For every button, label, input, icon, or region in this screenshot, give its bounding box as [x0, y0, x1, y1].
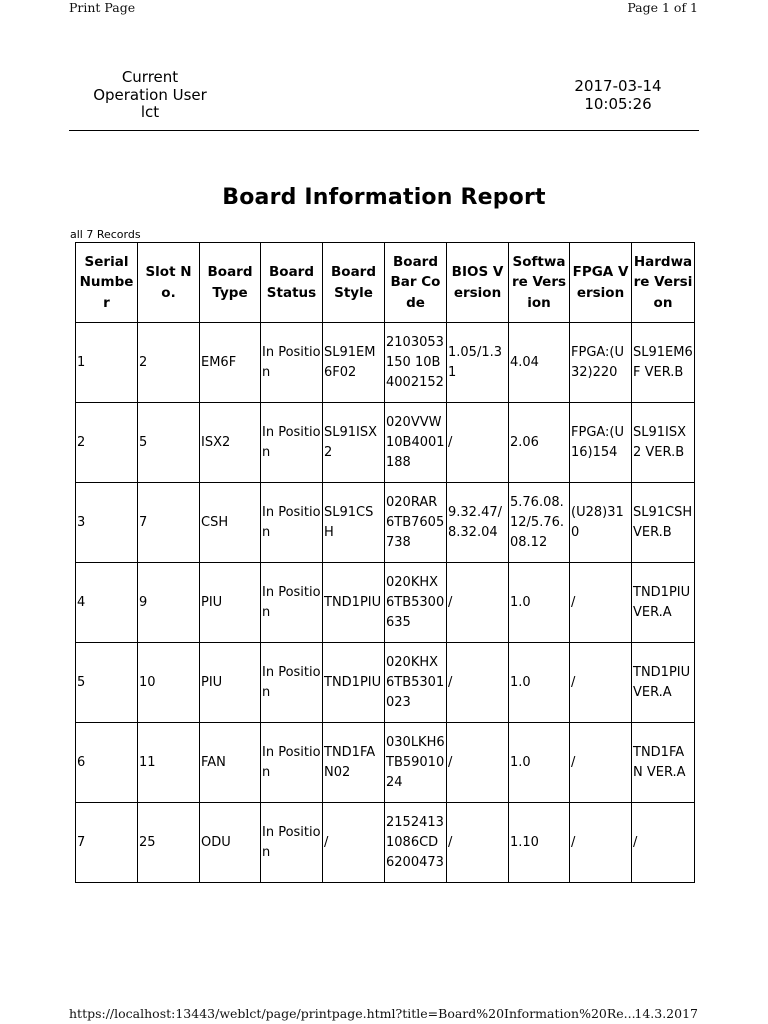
page-url: https://localhost:13443/weblct/page/printpage.html?title=Board%20Information%20Re...: [69, 1006, 636, 1021]
cell-board-type: FAN: [200, 723, 261, 803]
cell-bar-code: 020KHX6TB5301023: [385, 643, 447, 723]
cell-board-status: In Position: [261, 723, 323, 803]
cell-software-version: 1.10: [509, 803, 570, 883]
cell-slot-no: 10: [138, 643, 200, 723]
cell-fpga-version: /: [570, 563, 632, 643]
cell-bios-version: /: [447, 723, 509, 803]
col-software-version: Software Version: [509, 243, 570, 323]
cell-fpga-version: FPGA:(U16)154: [570, 403, 632, 483]
report-title: Board Information Report: [222, 185, 546, 210]
cell-serial-number: 4: [76, 563, 138, 643]
cell-serial-number: 5: [76, 643, 138, 723]
col-hardware-version: Hardware Version: [632, 243, 695, 323]
cell-bios-version: /: [447, 403, 509, 483]
cell-board-status: In Position: [261, 403, 323, 483]
cell-software-version: 2.06: [509, 403, 570, 483]
table-row: [76, 403, 695, 483]
operator-label-line2: Operation User: [93, 85, 207, 104]
cell-slot-no: 2: [138, 323, 200, 403]
operator-label-line1: Current: [121, 68, 179, 86]
cell-hardware-version: TND1PIU VER.A: [632, 563, 695, 643]
col-board-style: Board Style: [323, 243, 385, 323]
print-date: 14.3.2017: [634, 1006, 698, 1021]
cell-fpga-version: /: [570, 803, 632, 883]
print-page-label: Print Page: [69, 0, 136, 15]
record-count: all 7 Records: [70, 228, 141, 241]
cell-slot-no: 5: [138, 403, 200, 483]
cell-board-status: In Position: [261, 483, 323, 563]
col-serial-number: Serial Number: [76, 243, 138, 323]
cell-board-type: PIU: [200, 563, 261, 643]
cell-board-style: TND1PIU: [323, 643, 385, 723]
cell-board-style: /: [323, 803, 385, 883]
cell-bios-version: 9.32.47/8.32.04: [447, 483, 509, 563]
cell-fpga-version: (U28)310: [570, 483, 632, 563]
cell-bar-code: 030LKH6TB5901024: [385, 723, 447, 803]
cell-board-style: TND1FAN02: [323, 723, 385, 803]
table-header-row: [76, 243, 695, 323]
cell-bar-code: 020KHX6TB5300635: [385, 563, 447, 643]
cell-board-type: PIU: [200, 643, 261, 723]
table-row: [76, 323, 695, 403]
cell-board-type: CSH: [200, 483, 261, 563]
header-divider: [69, 130, 699, 131]
page-number: Page 1 of 1: [627, 0, 698, 15]
cell-board-type: EM6F: [200, 323, 261, 403]
cell-bios-version: /: [447, 803, 509, 883]
cell-slot-no: 11: [138, 723, 200, 803]
col-fpga-version: FPGA Version: [570, 243, 632, 323]
cell-serial-number: 7: [76, 803, 138, 883]
cell-bar-code: 21524131086CD6200473: [385, 803, 447, 883]
cell-software-version: 1.0: [509, 723, 570, 803]
cell-board-status: In Position: [261, 803, 323, 883]
table-row: [76, 563, 695, 643]
cell-fpga-version: /: [570, 723, 632, 803]
cell-board-style: SL91EM6F02: [323, 323, 385, 403]
cell-bar-code: 020RAR6TB7605738: [385, 483, 447, 563]
cell-board-type: ODU: [200, 803, 261, 883]
cell-hardware-version: /: [632, 803, 695, 883]
cell-hardware-version: SL91ISX2 VER.B: [632, 403, 695, 483]
cell-hardware-version: TND1PIU VER.A: [632, 643, 695, 723]
col-board-type: Board Type: [200, 243, 261, 323]
report-date: 2017-03-14: [574, 77, 662, 95]
cell-board-style: SL91ISX2: [323, 403, 385, 483]
cell-bar-code: 2103053150 10B4002152: [385, 323, 447, 403]
cell-board-style: SL91CSH: [323, 483, 385, 563]
cell-serial-number: 3: [76, 483, 138, 563]
cell-software-version: 4.04: [509, 323, 570, 403]
cell-board-status: In Position: [261, 643, 323, 723]
cell-fpga-version: /: [570, 643, 632, 723]
cell-board-status: In Position: [261, 563, 323, 643]
board-info-table: [75, 242, 695, 883]
col-slot-no: Slot No.: [138, 243, 200, 323]
cell-slot-no: 25: [138, 803, 200, 883]
cell-serial-number: 6: [76, 723, 138, 803]
cell-software-version: 1.0: [509, 643, 570, 723]
report-time: 10:05:26: [584, 94, 652, 113]
cell-bios-version: 1.05/1.31: [447, 323, 509, 403]
cell-software-version: 1.0: [509, 563, 570, 643]
cell-slot-no: 9: [138, 563, 200, 643]
cell-serial-number: 1: [76, 323, 138, 403]
cell-hardware-version: SL91CSH VER.B: [632, 483, 695, 563]
col-board-status: Board Status: [261, 243, 323, 323]
col-bios-version: BIOS Version: [447, 243, 509, 323]
cell-hardware-version: TND1FAN VER.A: [632, 723, 695, 803]
cell-slot-no: 7: [138, 483, 200, 563]
table-row: [76, 643, 695, 723]
cell-software-version: 5.76.08.12/5.76.08.12: [509, 483, 570, 563]
operator-user: lct: [140, 103, 160, 121]
col-board-bar-code: Board Bar Code: [385, 243, 447, 323]
cell-board-style: TND1PIU: [323, 563, 385, 643]
cell-bios-version: /: [447, 643, 509, 723]
cell-fpga-version: FPGA:(U32)220: [570, 323, 632, 403]
cell-hardware-version: SL91EM6F VER.B: [632, 323, 695, 403]
cell-board-status: In Position: [261, 323, 323, 403]
operator-info: [78, 69, 222, 122]
cell-board-type: ISX2: [200, 403, 261, 483]
cell-serial-number: 2: [76, 403, 138, 483]
cell-bar-code: 020VVW10B4001188: [385, 403, 447, 483]
table-row: [76, 483, 695, 563]
cell-bios-version: /: [447, 563, 509, 643]
table-row: [76, 723, 695, 803]
table-row: [76, 803, 695, 883]
report-timestamp: [548, 78, 688, 113]
